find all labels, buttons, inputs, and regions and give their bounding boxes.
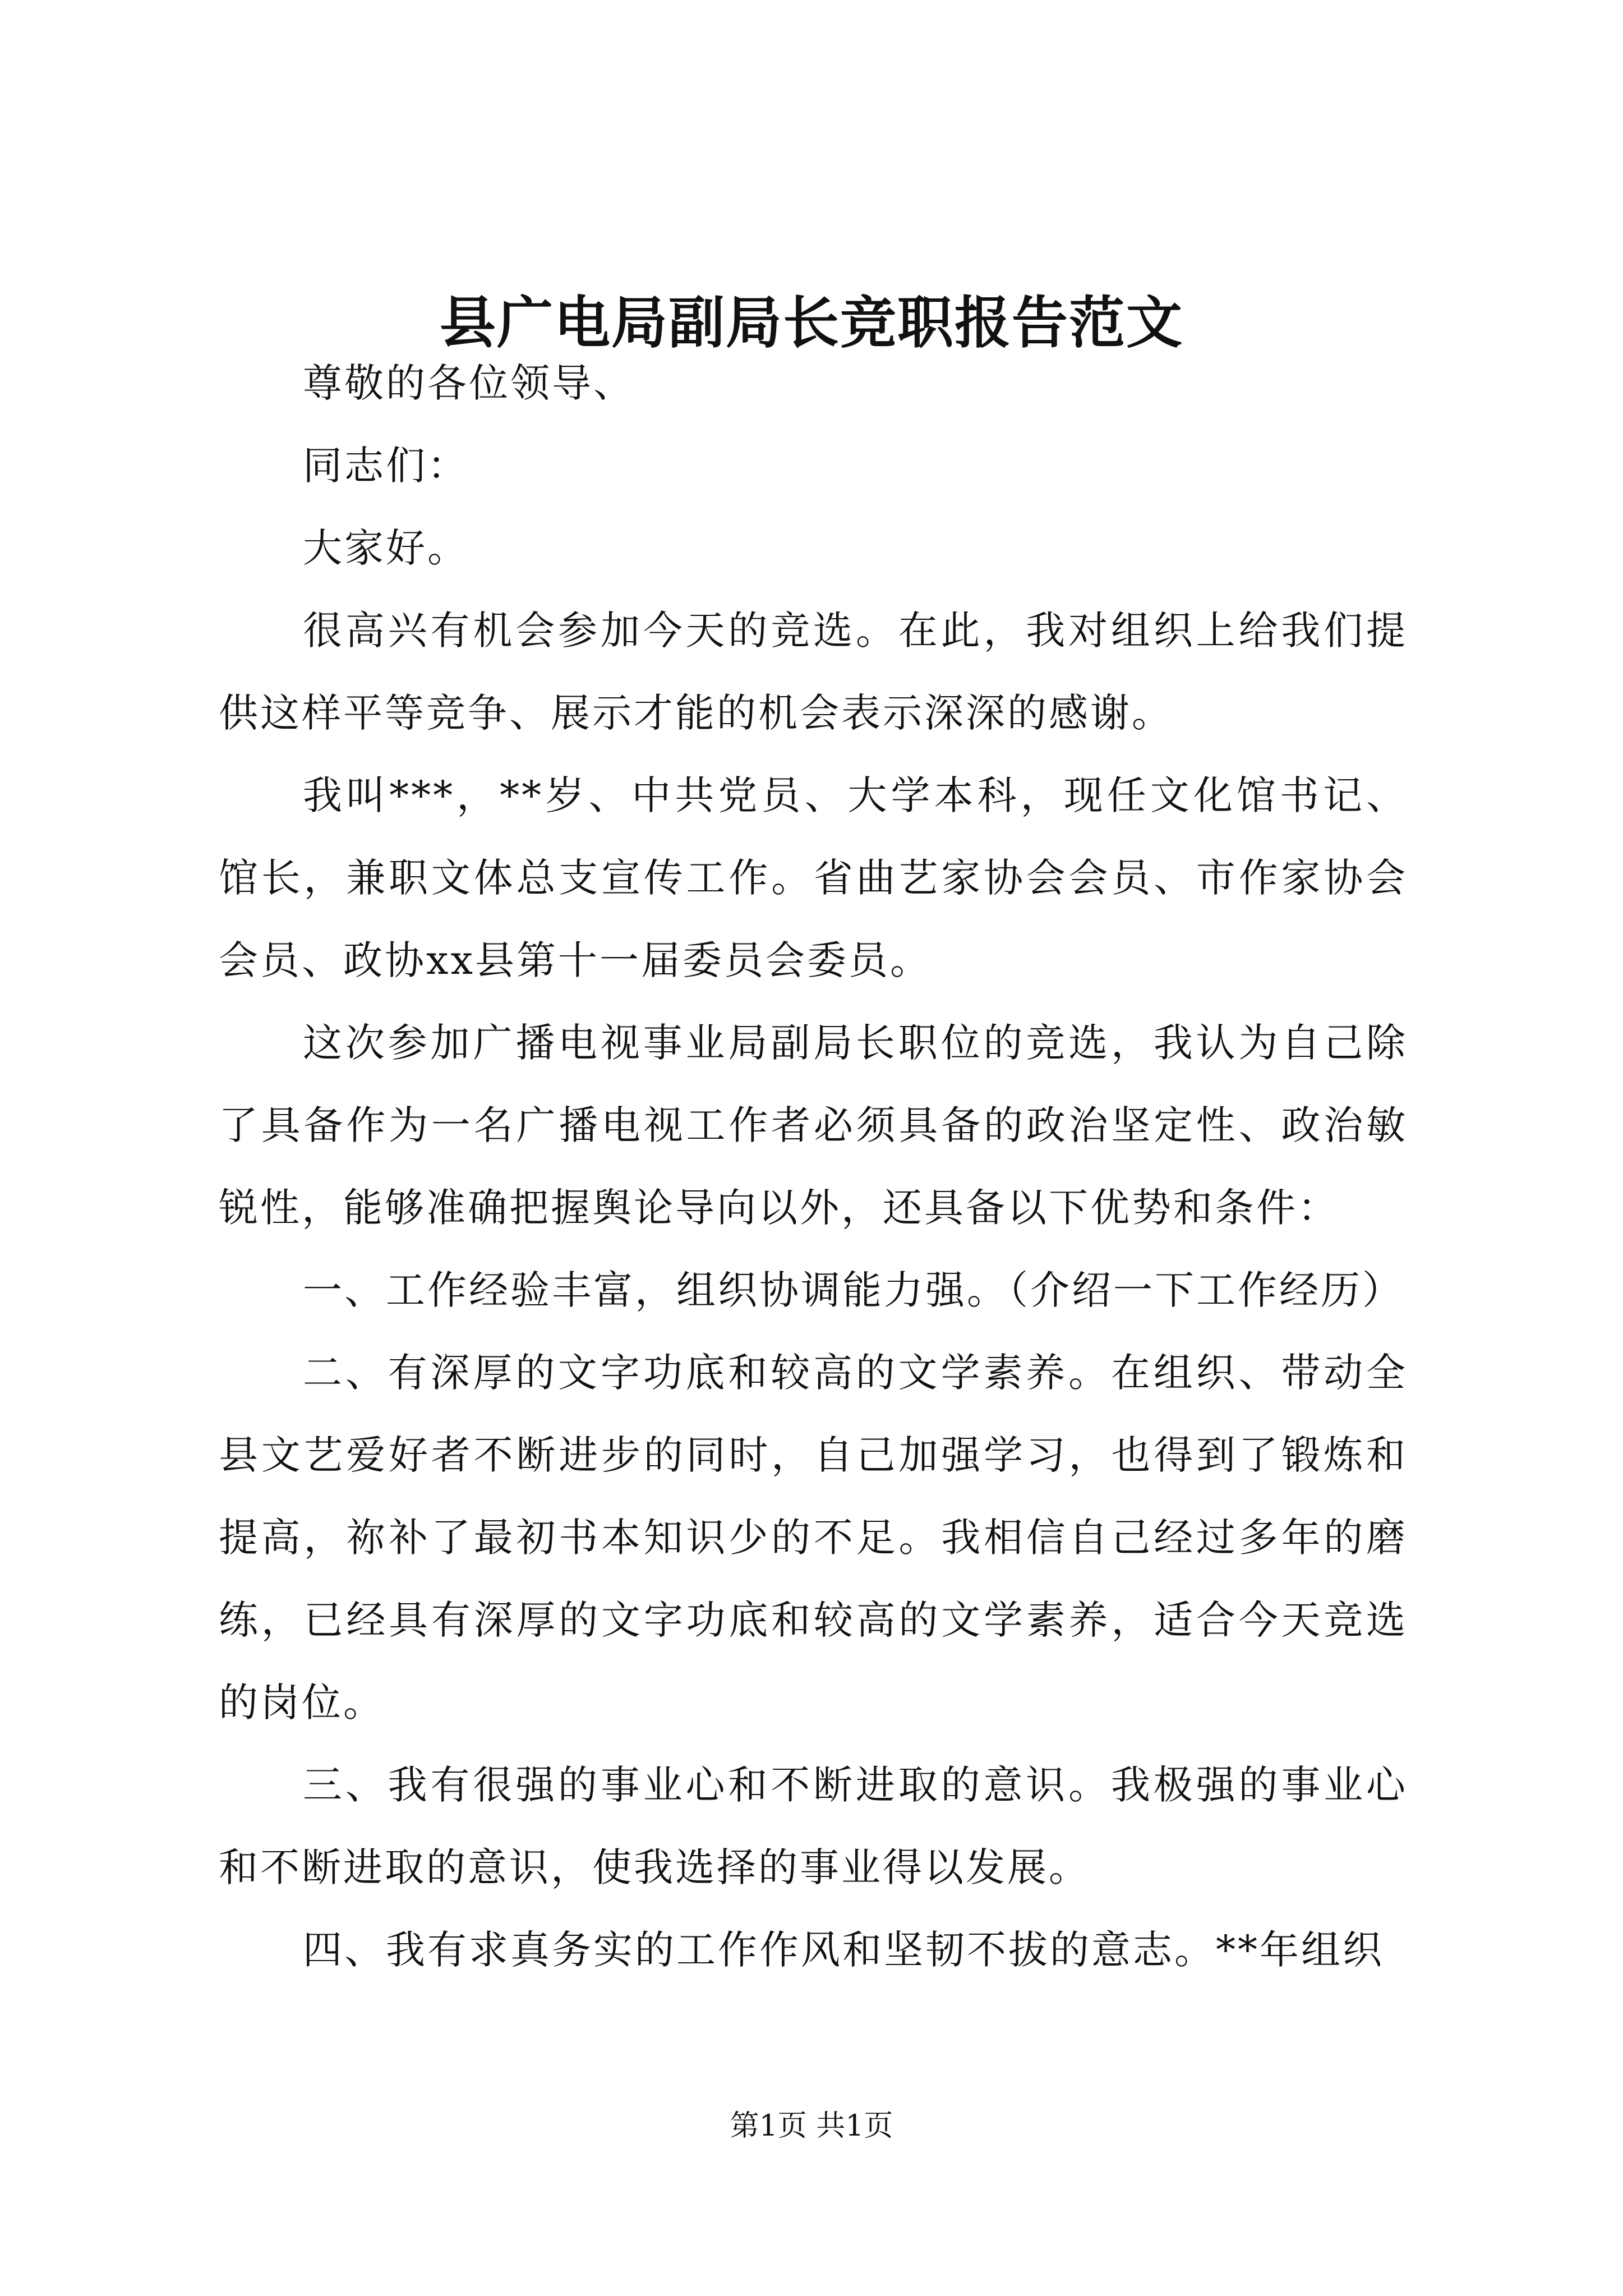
paragraph-point-four: 四、我有求真务实的工作作风和坚韧不拔的意志。**年组织 bbox=[303, 1927, 1384, 1973]
paragraph-point-two: 二、有深厚的文字功底和较高的文学素养。在组织、带动全县文艺爱好者不断进步的同时，自己加强学习，也得到了锻炼和提高，祢补了最初书本知识少的不足。我相信自己经过多年的磨练，已经具有深厚的文字功底和较高的文学素养，适合今天竞选的岗位。 bbox=[219, 1350, 1408, 1726]
greeting-hello: 大家好。 bbox=[303, 525, 469, 571]
paragraph-thanks: 很高兴有机会参加今天的竞选。在此，我对组织上给我们提供这样平等竞争、展示才能的机会表示深深的感谢。 bbox=[219, 608, 1408, 736]
greeting-comrades: 同志们： bbox=[303, 443, 469, 489]
paragraph-point-one: 一、工作经验丰富，组织协调能力强。（介绍一下工作经历） bbox=[303, 1267, 1404, 1313]
paragraph-point-three: 三、我有很强的事业心和不断进取的意识。我极强的事业心和不断进取的意识，使我选择的事业得以发展。 bbox=[219, 1762, 1408, 1890]
document-body bbox=[219, 342, 1408, 1991]
document-title: 县广电局副局长竞职报告范文 bbox=[440, 289, 1183, 356]
page-number-footer: 第1页 共1页 bbox=[730, 2109, 893, 2143]
greeting-leaders: 尊敬的各位领导、 bbox=[303, 360, 635, 406]
paragraph-self-introduction: 我叫***，**岁、中共党员、大学本科，现任文化馆书记、馆长，兼职文体总支宣传工作。省曲艺家协会会员、市作家协会会员、政协xx县第十一届委员会委员。 bbox=[219, 772, 1408, 983]
paragraph-candidacy: 这次参加广播电视事业局副局长职位的竞选，我认为自己除了具备作为一名广播电视工作者必须具备的政治坚定性、政治敏锐性，能够准确把握舆论导向以外，还具备以下优势和条件： bbox=[219, 1020, 1408, 1231]
